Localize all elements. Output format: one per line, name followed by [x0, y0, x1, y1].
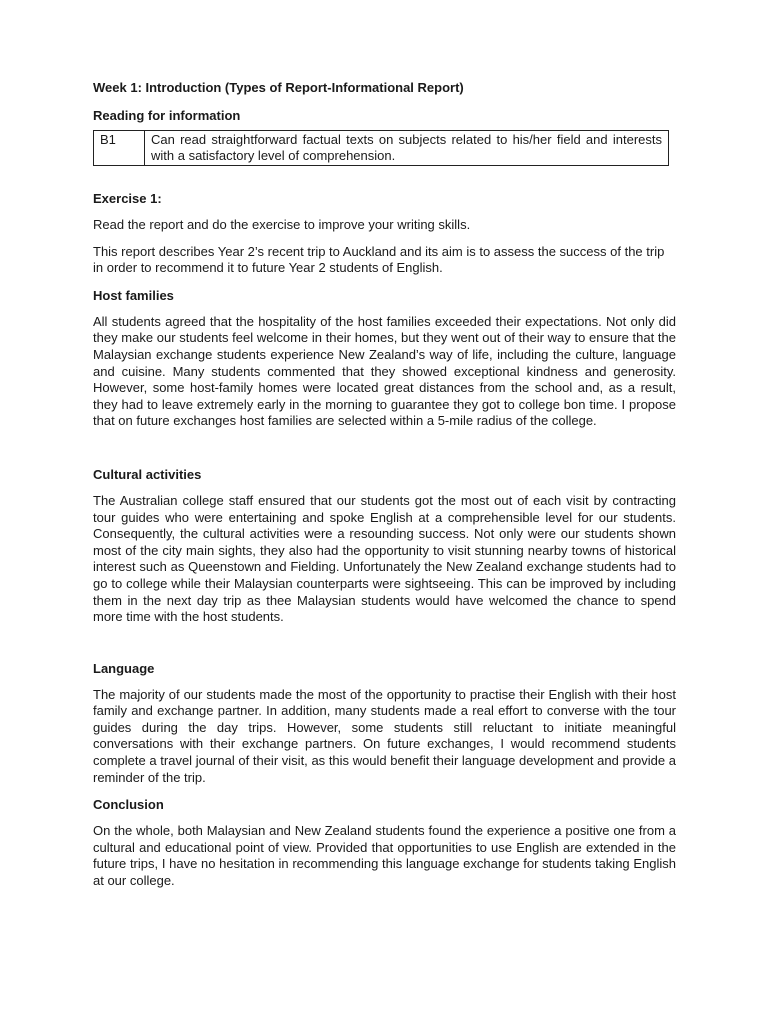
section-spacer: [93, 440, 676, 466]
section-spacer: [93, 636, 676, 660]
table-row: [94, 131, 669, 166]
level-descriptor-table: [93, 130, 669, 166]
cultural-activities-paragraph: The Australian college staff ensured that our students got the most out of each visit by contracting tour guides who were entertaining and spoke English at a comprehensible level for our students. Consequently, the cultural activities were a resounding success. Not only were our students shown most of the city main sights, they also had the opportunity to visit stunning nearby towns of historical interest such as Queenstown and Fielding. Unfortunately the New Zealand exchange students had to go to college while their Malaysian counterparts were sightseeing. This can be improved by including them in the next day trip as thee Malaysian students would have welcomed the chance to spend more time with the host students.: [93, 492, 676, 625]
host-families-paragraph: All students agreed that the hospitality of the host families exceeded their expectations. Not only did they make our students feel welcome in their homes, but they went out of their way to ensure that the Malaysian exchange students experience New Zealand’s way of life, including the culture, language and cuisine. Many students commented that they showed exceptional kindness and generosity. However, some host-family homes were located great distances from the school and, as a result, they had to leave extremely early in the morning to guarantee they got to college bon time. I propose that on future exchanges host families are selected within a 5-mile radius of the college.: [93, 313, 676, 429]
cefr-level-cell: B1: [94, 131, 145, 166]
level-descriptor-cell: Can read straightforward factual texts on subjects related to his/her field and interests with a satisfactory level of comprehension.: [145, 131, 669, 166]
conclusion-heading: Conclusion: [93, 797, 164, 813]
language-heading: Language: [93, 660, 155, 676]
document-content: [93, 79, 676, 900]
conclusion-paragraph: On the whole, both Malaysian and New Zealand students found the experience a positive one from a cultural and educational point of view. Provided that opportunities to use English are extended in the future trips, I have no hesitation in recommending this language exchange for students taking English at our college.: [93, 823, 676, 889]
host-families-heading: Host families: [93, 287, 174, 303]
cultural-activities-heading: Cultural activities: [93, 466, 202, 482]
language-paragraph: The majority of our students made the most of the opportunity to practise their English with their host family and exchange partner. In addition, many students made a real effort to converse with the tour guides during the day trips. However, some students still reluctant to initiate meaningful conversations with their exchange partners. On future exchanges, I would recommend students complete a travel journal of their visit, as this would benefit their language development and provide a reminder of the trip.: [93, 686, 676, 785]
reading-subtitle: Reading for information: [93, 108, 241, 123]
exercise-heading: Exercise 1:: [93, 191, 162, 206]
page-title: Week 1: Introduction (Types of Report-Informational Report): [93, 80, 464, 95]
report-intro: This report describes Year 2’s recent trip to Auckland and its aim is to assess the success of the trip in order to recommend it to future Year 2 students of English.: [93, 243, 665, 276]
exercise-instruction: Read the report and do the exercise to improve your writing skills.: [93, 217, 471, 232]
